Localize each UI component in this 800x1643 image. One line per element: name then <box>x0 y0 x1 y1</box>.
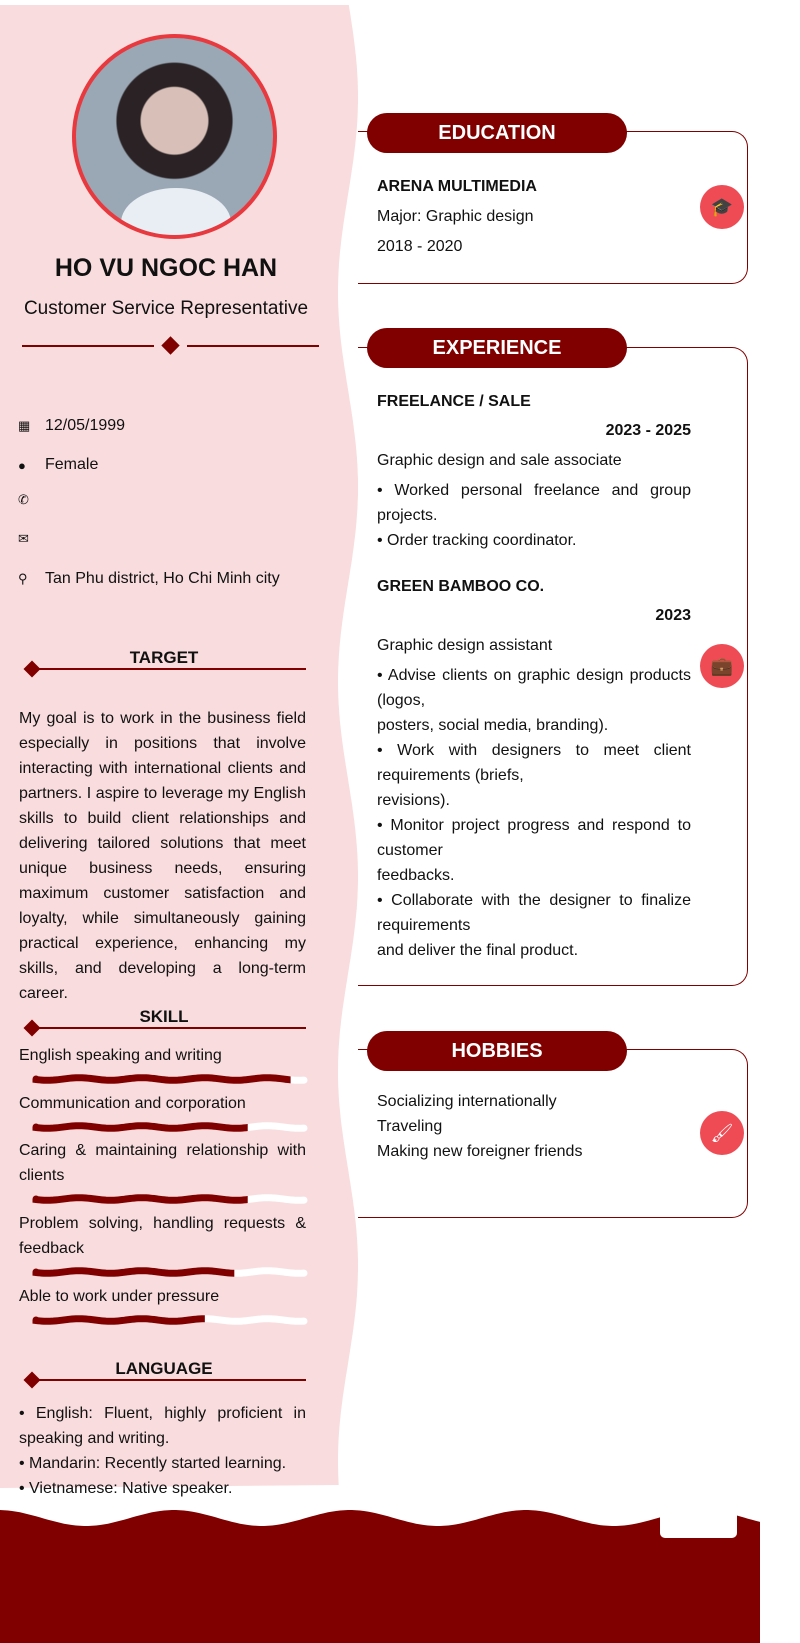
job-2 <box>377 574 691 963</box>
job-years: 2023 - 2025 <box>605 422 691 439</box>
language-heading: LANGUAGE <box>22 1367 306 1387</box>
job-years: 2023 <box>655 607 691 624</box>
job-bullet: • Worked personal freelance and group projects. <box>377 482 691 524</box>
education-heading: EDUCATION <box>367 113 627 153</box>
job-bullet: feedbacks. <box>377 867 455 884</box>
skill-heading: SKILL <box>22 1015 306 1035</box>
skill-level-bar <box>32 1265 308 1279</box>
skill-label: Caring & maintaining relationship with clients <box>19 1142 306 1184</box>
position: Graphic design assistant <box>377 637 553 654</box>
contact-address: ⚲ Tan Phu district, Ho Chi Minh city <box>18 570 280 587</box>
target-text: My goal is to work in the business field especially in positions that involve interacting with international clients and partners. I aspire to leverage my English skills to build client relationships and delivering tailored solutions that meet unique business needs, ensuring maximum customer satisfaction and loyalty, while simultaneously gaining practical experience, enhancing my skills, and developing a long-term career. <box>19 710 306 1002</box>
skill-level-bar <box>32 1192 308 1206</box>
position: Graphic design and sale associate <box>377 452 622 469</box>
job-bullet: revisions). <box>377 792 450 809</box>
skill-label: Communication and corporation <box>19 1095 246 1112</box>
language-list <box>19 1401 306 1501</box>
skill-label: English speaking and writing <box>19 1047 222 1064</box>
experience-heading: EXPERIENCE <box>367 328 627 368</box>
major: Major: Graphic design <box>377 208 534 225</box>
language-item: • Vietnamese: Native speaker. <box>19 1480 233 1497</box>
footer-tab <box>660 1508 737 1538</box>
contact-birthdate: ▦ 12/05/1999 <box>18 417 126 434</box>
job-bullet: and deliver the final product. <box>377 942 579 959</box>
school-name: ARENA MULTIMEDIA <box>377 178 537 195</box>
skill-level-bar <box>32 1120 308 1134</box>
contact-phone <box>18 492 45 508</box>
graduation-cap-icon: 🎓 <box>700 185 744 229</box>
hobby-item: Making new foreigner friends <box>377 1143 583 1160</box>
job-bullet: posters, social media, branding). <box>377 717 609 734</box>
footer-wave <box>0 1510 760 1643</box>
education-details <box>377 174 691 259</box>
skill-label: Able to work under pressure <box>19 1288 220 1305</box>
job-bullet: • Order tracking coordinator. <box>377 532 577 549</box>
user-icon: ● <box>18 457 26 473</box>
language-item: • English: Fluent, highly proficient in speaking and writing. <box>19 1405 306 1447</box>
job-bullet: • Monitor project progress and respond to customer <box>377 817 691 859</box>
education-years: 2018 - 2020 <box>377 238 463 255</box>
contact-email <box>18 531 45 547</box>
profile-photo <box>72 34 277 239</box>
language-item: • Mandarin: Recently started learning. <box>19 1455 287 1472</box>
calendar-icon: ▦ <box>18 418 31 433</box>
company: GREEN BAMBOO CO. <box>377 578 545 595</box>
job-bullet: • Collaborate with the designer to finalize requirements <box>377 892 691 934</box>
full-name: HO VU NGOC HAN <box>54 254 278 282</box>
hobby-item: Traveling <box>377 1118 443 1135</box>
skill-level-bar <box>32 1072 308 1086</box>
hobbies-list <box>377 1089 691 1164</box>
skill-level-bar <box>32 1313 308 1327</box>
skill-bar-fill <box>36 1078 304 1081</box>
skill-label: Problem solving, handling requests & feedback <box>19 1215 306 1257</box>
paintbrush-icon: 🖌 <box>700 1111 744 1155</box>
job-title: Customer Service Representative <box>23 298 309 319</box>
briefcase-icon: 💼 <box>700 644 744 688</box>
map-pin-icon: ⚲ <box>18 571 28 586</box>
job-bullet: • Advise clients on graphic design products (logos, <box>377 667 691 709</box>
target-heading: TARGET <box>22 656 306 676</box>
phone-icon: ✆ <box>18 492 29 507</box>
contact-gender: ● Female <box>18 456 99 473</box>
name-divider <box>22 336 318 356</box>
hobbies-heading: HOBBIES <box>367 1031 627 1071</box>
hobby-item: Socializing internationally <box>377 1093 557 1110</box>
job-bullet: • Work with designers to meet client requirements (briefs, <box>377 742 691 784</box>
job-1 <box>377 389 691 553</box>
company: FREELANCE / SALE <box>377 393 531 410</box>
email-icon: ✉ <box>18 531 29 546</box>
